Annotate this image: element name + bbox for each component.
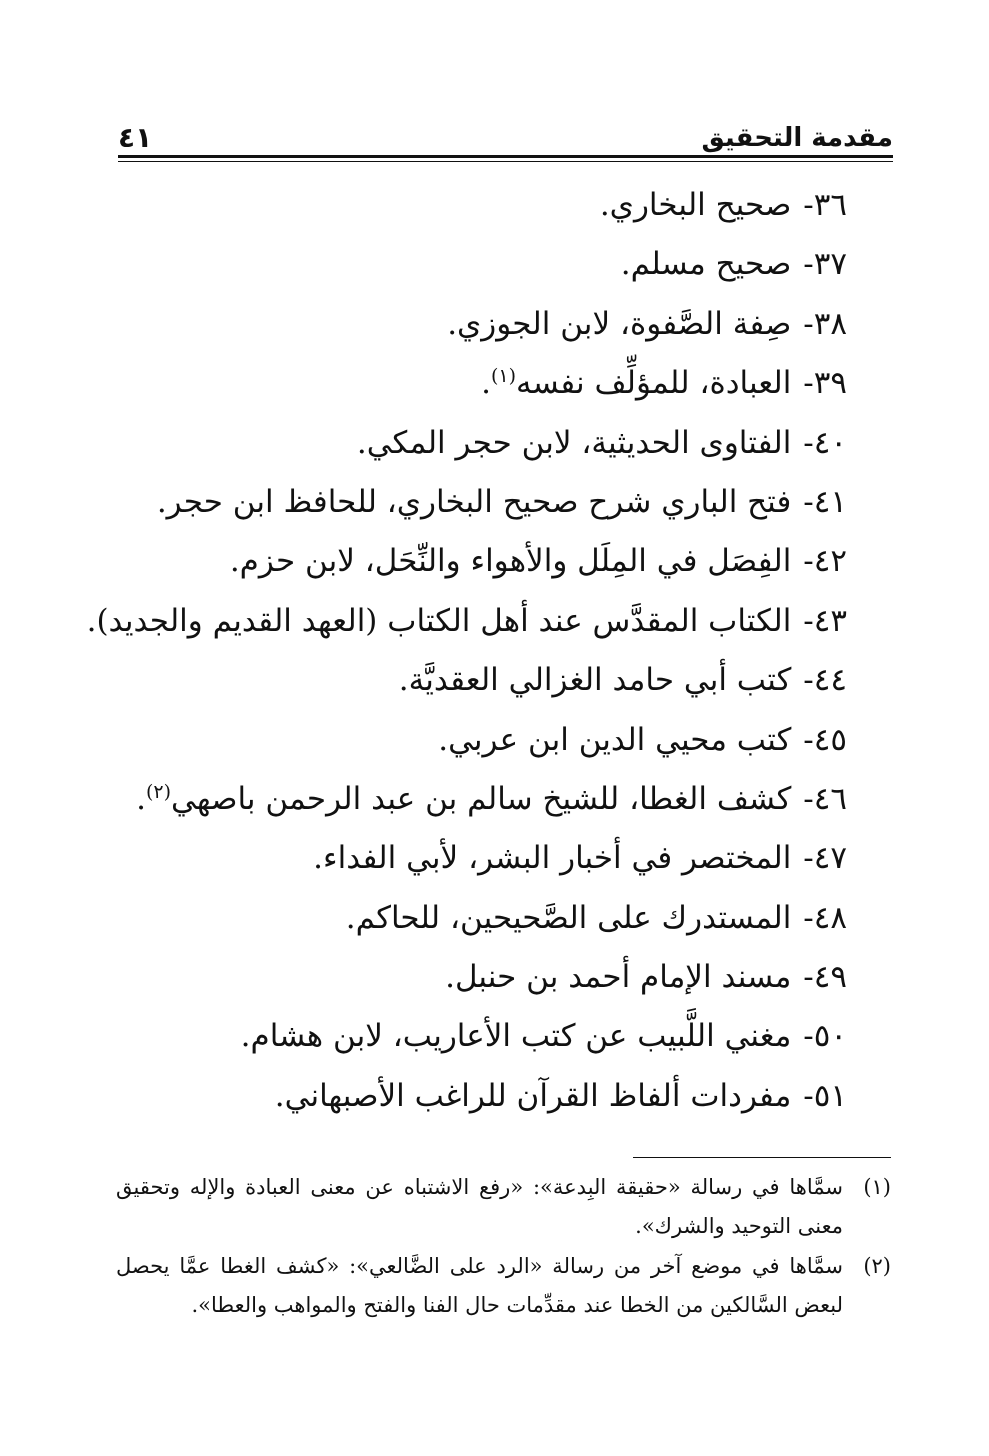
list-item: ٤٦- كشف الغطا، للشيخ سالم بن عبد الرحمن باصهي$^{(٢)}$. [136, 780, 847, 817]
entry-text: الفتاوى الحديثية، لابن حجر المكي. [356, 424, 792, 461]
entry-number: ٣٧- [803, 246, 847, 283]
header-rule-thin [118, 161, 893, 162]
entry-text: صحيح مسلم. [620, 246, 792, 283]
section-title: مقدمة التحقيق [701, 123, 893, 153]
page-number: ٤١ [118, 121, 153, 154]
list-item [147, 295, 847, 354]
list-item: ٣٩- العبادة، للمؤلِّف نفسه$^{(١)}$. [481, 365, 847, 402]
entry-number: ٥٠- [803, 1018, 847, 1055]
list-item [147, 948, 847, 1007]
list-item [147, 1067, 847, 1126]
entry-number: ٤١- [803, 483, 847, 520]
list-item [147, 473, 847, 532]
entry-text: مغني اللَّبيب عن كتب الأعاريب، لابن هشام. [240, 1018, 792, 1055]
list-item [147, 414, 847, 473]
entry-number: ٤٩- [803, 959, 847, 996]
entry-number: ٤٥- [803, 721, 847, 758]
footnote-text: سمَّاها في موضع آخر من رسالة «الرد على الضَّالعي»: «كشف الغطا عمَّا يحصل لبعض السَّالكين من الخطا عند مقدِّمات حال الفنا والفتح والمواهب والعطا». [116, 1254, 843, 1317]
list-item [147, 829, 847, 888]
entry-text: كتب أبي حامد الغزالي العقديَّة. [398, 662, 792, 699]
reference-list [86, 176, 847, 1126]
entry-number: ٤٣- [803, 602, 847, 639]
entry-text: صحيح البخاري. [599, 187, 792, 223]
entry-text: المختصر في أخبار البشر، لأبي الفداء. [313, 840, 792, 877]
entry-text: فتح الباري شرح صحيح البخاري، للحافظ ابن حجر. [156, 483, 792, 520]
entry-number: ٣٨- [803, 305, 847, 342]
footnote-marker: (٢) [863, 1254, 891, 1278]
list-item [147, 176, 847, 235]
entry-number: ٤٦- [803, 780, 847, 817]
entry-number: ٤٨- [803, 899, 847, 936]
entry-text: مسند الإمام أحمد بن حنبل. [445, 959, 792, 996]
footnote-ref: (٢) [145, 780, 172, 803]
footnote [116, 1247, 891, 1325]
footnote-separator [633, 1157, 891, 1158]
entry-number: ٥١- [803, 1077, 847, 1114]
entry-text: الكتاب المقدَّس عند أهل الكتاب (العهد القديم والجديد). [86, 602, 792, 639]
entry-number: ٤٢- [803, 543, 847, 580]
entry-number: ٤٤- [803, 662, 847, 699]
footnote-ref: (١) [490, 365, 516, 388]
header-rule-thick [118, 155, 893, 158]
footnote-marker: (١) [863, 1175, 891, 1199]
entry-text: المستدرك على الصَّحيحين، للحاكم. [345, 899, 792, 936]
entry-number: ٤٧- [803, 840, 847, 877]
list-item [147, 1007, 847, 1066]
entry-text: العبادة، للمؤلِّف نفسه [516, 365, 792, 402]
entry-text: مفردات ألفاظ القرآن للراغب الأصبهاني. [274, 1077, 792, 1114]
entry-text: الفِصَل في المِلَل والأهواء والنِّحَل، لابن حزم. [229, 543, 792, 580]
entry-text: صِفة الصَّفوة، لابن الجوزي. [447, 305, 792, 342]
list-item [147, 889, 847, 948]
footnote [116, 1168, 891, 1246]
running-head [118, 120, 893, 160]
footnotes [116, 1168, 891, 1326]
entry-number: ٣٩- [803, 365, 847, 402]
list-item [86, 592, 847, 651]
entry-number: ٤٠- [803, 424, 847, 461]
entry-text: كشف الغطا، للشيخ سالم بن عبد الرحمن باصهي [171, 780, 792, 817]
list-item [147, 651, 847, 710]
list-item [147, 711, 847, 770]
list-item [147, 235, 847, 294]
entry-number: ٣٦- [803, 187, 847, 223]
footnote-text: سمَّاها في رسالة «حقيقة البِدعة»: «رفع الاشتباه عن معنى العبادة والإله وتحقيق معنى التوحيد والشرك». [116, 1175, 843, 1238]
entry-text: كتب محيي الدين ابن عربي. [438, 721, 792, 758]
list-item [147, 532, 847, 591]
